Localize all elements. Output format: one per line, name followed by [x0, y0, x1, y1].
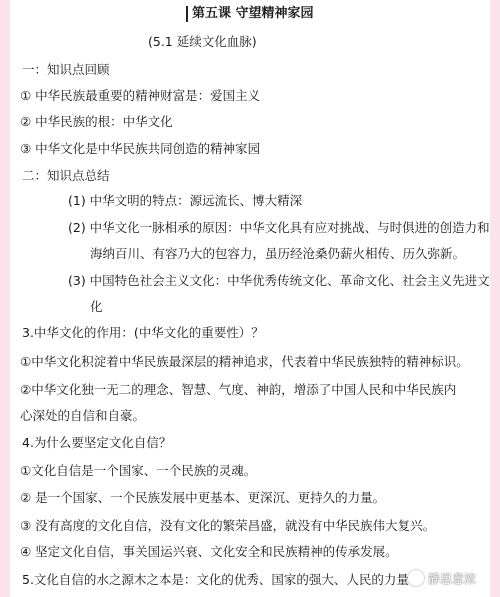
section2-item-1: (1) 中华文明的特点：源远流长、博大精深	[68, 193, 303, 208]
section1-heading: 一：知识点回顾	[22, 62, 110, 77]
section2-item-2-line1: (2) 中华文化一脉相承的原因：中华文化具有应对挑战、与时俱进的创造力和	[68, 220, 490, 235]
section2-heading: 二：知识点总结	[22, 168, 110, 183]
watermark-text: 静思意浓	[427, 572, 476, 586]
watermark	[408, 570, 476, 587]
q3-heading: 3.中华文化的作用：(中华文化的重要性）？	[22, 325, 264, 340]
section2-item-3-line2: 化	[90, 299, 103, 314]
section2-item-2-line2: 海纳百川、有容乃大的包容力，虽历经沧桑仍薪火相传、历久弥新。	[90, 246, 466, 261]
title-bar-mark	[186, 6, 188, 22]
q4-item-2: ② 是一个国家、一个民族发展中更基本、更深沉、更持久的力量。	[20, 490, 386, 505]
q3-answer-2-line2: 心深处的自信和自豪。	[20, 408, 146, 423]
section2-item-3-line1: (3) 中国特色社会主义文化：中华优秀传统文化、革命文化、社会主义先进文	[68, 273, 490, 288]
q3-answer-1: ①中华文化积淀着中华民族最深层的精神追求，代表着中华民族独特的精神标识。	[20, 354, 469, 369]
q4-item-4: ④ 坚定文化自信，事关国运兴衰、文化安全和民族精神的传承发展。	[20, 544, 398, 559]
q4-heading: 4.为什么要坚定文化自信？	[22, 435, 172, 450]
page-title: 第五课 守望精神家园	[192, 6, 314, 21]
q4-item-3: ③ 没有高度的文化自信，没有文化的繁荣昌盛，就没有中华民族伟大复兴。	[20, 518, 436, 533]
section1-item-1: ① 中华民族最重要的精神财富是：爱国主义	[20, 88, 261, 103]
q3-answer-2-line1: ②中华文化独一无二的理念、智慧、气度、神韵，增添了中国人民和中华民族内	[20, 382, 457, 397]
document-page	[10, 0, 490, 597]
page-subtitle: (5.1 延续文化血脉)	[148, 34, 257, 49]
section1-item-2: ② 中华民族的根：中华文化	[20, 114, 173, 129]
watermark-logo-icon	[408, 570, 424, 586]
q5-heading: 5.文化自信的水之源木之本是：文化的优秀、国家的强大、人民的力量	[22, 572, 409, 587]
section1-item-3: ③ 中华文化是中华民族共同创造的精神家园	[20, 141, 261, 156]
q4-item-1: ①文化自信是一个国家、一个民族的灵魂。	[20, 463, 257, 478]
